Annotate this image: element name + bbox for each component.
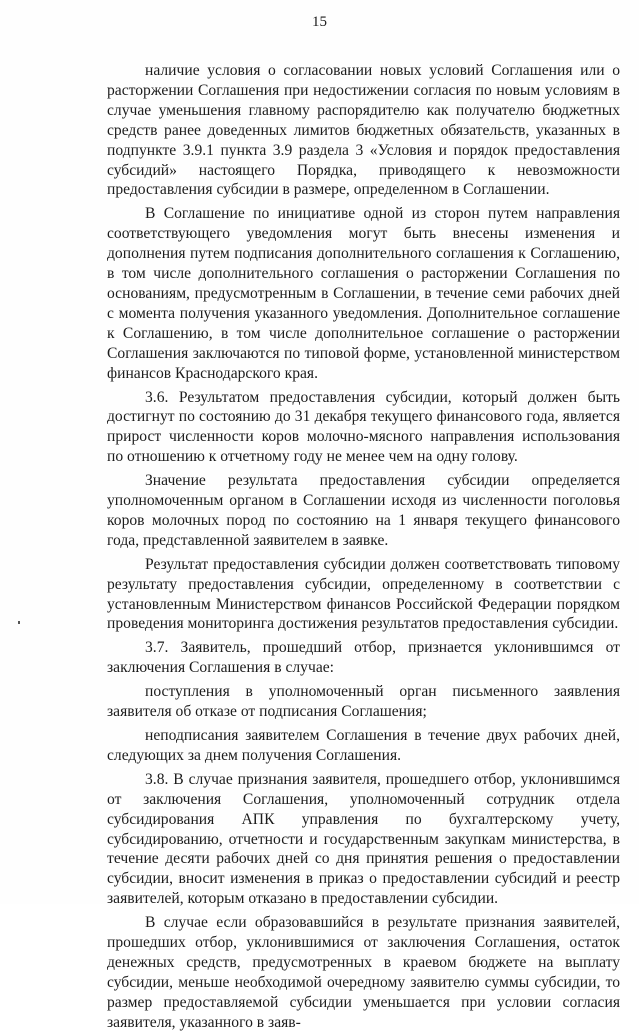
paragraph-3-6-result: 3.6. Результатом предоставления субсидии, который должен быть достигнут по состоянию до 31 декабря текущего финансового года, является прирост численности коров молочно-мясного направления использования по отношению к отчетному году не менее чем на одну голову. [107, 388, 620, 466]
page-number: 15 [312, 14, 327, 30]
paragraph-result-typical: Результат предоставления субсидии должен соответствовать типовому результату предоставления субсидии, определенному в соответствии с установленным Министерством финансов Российской Федерации порядком проведения мониторинга достижения результатов предоставления субсидии. [107, 555, 620, 633]
paragraph-remaining-funds: В случае если образовавшийся в результате признания заявителей, прошедших отбор, уклонившимися от заключения Соглашения, остаток денежных средств, предусмотренных в краевом бюджете на выплату субсидии, меньше необходимой очередному заявителю суммы субсидии, то размер предоставляемой субсидии уменьшается при условии согласия заявителя, указанного в заяв- [107, 914, 620, 1031]
paragraph-refusal-statement: поступления в уполномоченный орган письменного заявления заявителя об отказе от подписания Соглашения; [107, 683, 620, 721]
paragraph-condition-agreement: наличие условия о согласовании новых условий Соглашения или о расторжении Соглашения при недостижении согласия по новым условиям в случае уменьшения главному распорядителю как получателю бюджетных средств ранее доведенных лимитов бюджетных обязательств, указанных в подпункте 3.9.1 пункта 3.9 раздела 3 «Условия и порядок предоставления субсидий» настоящего Порядка, приводящего к невозможности предоставления субсидии в размере, определенном в Соглашении. [107, 62, 620, 199]
paragraph-3-7-evasion: 3.7. Заявитель, прошедший отбор, признается уклонившимся от заключения Соглашения в случае: [107, 639, 620, 677]
document-body [107, 61, 620, 1033]
paragraph-agreement-amendments: В Соглашение по инициативе одной из сторон путем направления соответствующего уведомления могут быть внесены изменения и дополнения путем подписания дополнительного соглашения к Соглашению, в том числе дополнительного соглашения о расторжении Соглашения по основаниям, предусмотренным в Соглашении, в течение семи рабочих дней с момента получения указанного уведомления. Дополнительное соглашение к Соглашению, в том числе дополнительное соглашение о расторжении Соглашения заключаются по типовой форме, установленной министерством финансов Краснодарского края. [107, 205, 620, 382]
paragraph-3-8-changes: 3.8. В случае признания заявителя, прошедшего отбор, уклонившимся от заключения Соглашения, уполномоченный сотрудник отдела субсидирования АПК управления по бухгалтерскому учету, субсидированию, отчетности и государственным закупкам министерства, в течение десяти рабочих дней со дня принятия решения о предоставлении субсидии, вносит изменения в приказ о предоставлении субсидий и реестр заявителей, которым отказано в предоставлении субсидии. [107, 770, 620, 908]
paragraph-non-signing: неподписания заявителем Соглашения в течение двух рабочих дней, следующих за днем получения Соглашения. [107, 727, 620, 764]
scan-speck [18, 621, 20, 624]
paragraph-result-value: Значение результата предоставления субсидии определяется уполномоченным органом в Соглашении исходя из численности поголовья коров молочных пород по состоянию на 1 января текущего финансового года, представленной заявителем в заявке. [107, 472, 620, 549]
